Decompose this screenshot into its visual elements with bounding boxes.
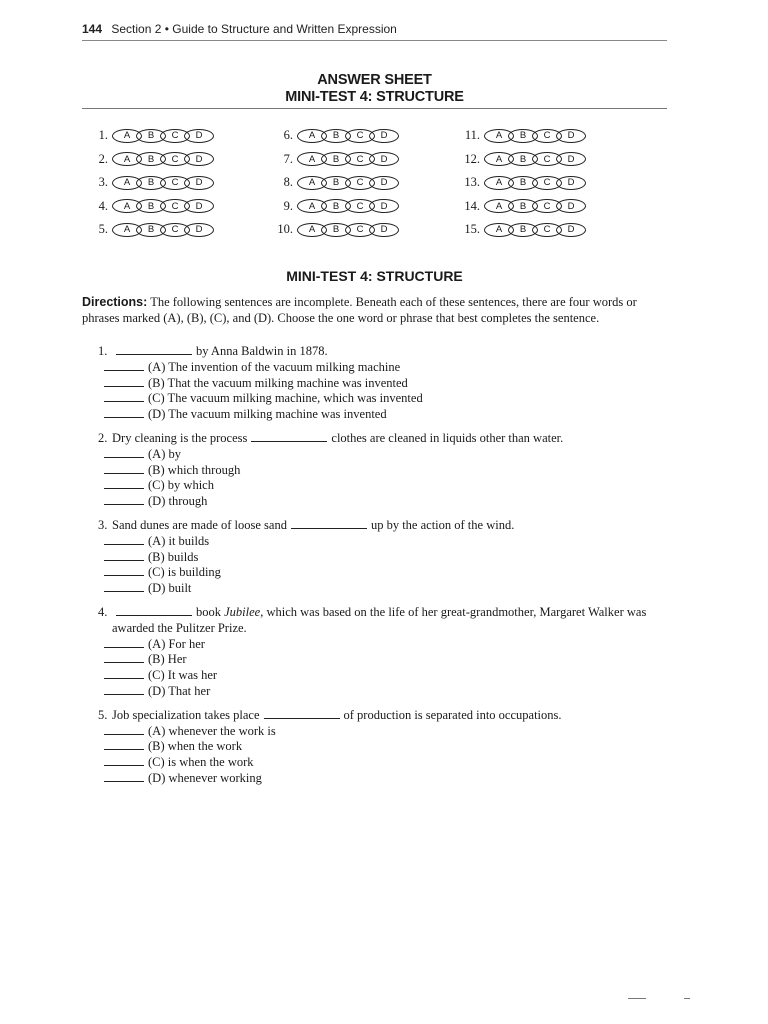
answer-bubble-a[interactable]: A — [112, 129, 142, 143]
option-text: (A) For her — [148, 636, 205, 651]
option-text: (A) whenever the work is — [148, 723, 276, 738]
option-blank — [104, 376, 144, 387]
option-blank — [104, 724, 144, 735]
answer-bubble-c[interactable]: C — [160, 129, 190, 143]
answer-bubble-c[interactable]: C — [160, 199, 190, 213]
option-blank — [104, 581, 144, 592]
answer-option[interactable] — [104, 684, 662, 700]
answer-number: 11. — [464, 128, 480, 143]
answer-number: 12. — [464, 151, 480, 166]
answer-number: 7. — [283, 151, 293, 166]
answer-option[interactable] — [104, 668, 662, 684]
answer-option[interactable] — [104, 755, 662, 771]
answer-sheet-title — [82, 72, 667, 106]
answer-bubble-c[interactable]: C — [532, 176, 562, 190]
answer-option[interactable] — [104, 771, 662, 787]
answer-option[interactable] — [104, 637, 662, 653]
question-text-before: Sand dunes are made of loose sand — [112, 517, 287, 532]
answer-bubble-c[interactable]: C — [345, 176, 375, 190]
answer-option[interactable] — [104, 534, 662, 550]
question-text-pre: book — [196, 604, 225, 619]
bubble-group — [112, 223, 208, 237]
answer-bubble-b[interactable]: B — [508, 129, 538, 143]
answer-row — [267, 218, 393, 242]
scan-mark — [684, 998, 690, 999]
option-blank — [104, 684, 144, 695]
answer-blank — [116, 605, 192, 616]
answer-bubble-c[interactable]: C — [532, 129, 562, 143]
answer-column-3 — [454, 124, 580, 242]
answer-bubble-a[interactable]: A — [484, 152, 514, 166]
answer-row — [82, 171, 208, 195]
answer-option[interactable] — [104, 581, 662, 597]
answer-sheet-title-line1: ANSWER SHEET — [317, 72, 432, 88]
question-text-after: of production is separated into occupations. — [343, 707, 562, 722]
answer-bubble-a[interactable]: A — [297, 223, 327, 237]
answer-row — [454, 124, 580, 148]
answer-bubble-c[interactable]: C — [160, 223, 190, 237]
running-title: Section 2 • Guide to Structure and Written Expression — [111, 22, 397, 36]
answer-bubble-b[interactable]: B — [321, 223, 351, 237]
answer-bubble-d[interactable]: D — [556, 129, 586, 143]
option-blank — [104, 652, 144, 663]
answer-bubble-c[interactable]: C — [160, 152, 190, 166]
answer-number: 10. — [277, 222, 293, 237]
answer-row — [267, 124, 393, 148]
answer-number: 6. — [283, 128, 293, 143]
answer-bubble-b[interactable]: B — [508, 199, 538, 213]
question-text-after: by Anna Baldwin in 1878. — [196, 344, 328, 358]
bubble-group — [484, 176, 580, 190]
bubble-group — [297, 223, 393, 237]
bubble-group — [112, 129, 208, 143]
answer-bubble-d[interactable]: D — [556, 152, 586, 166]
question-item — [82, 344, 662, 423]
option-text: (C) is building — [148, 565, 221, 580]
answer-bubble-a[interactable]: A — [484, 199, 514, 213]
bubble-group — [297, 129, 393, 143]
answer-option[interactable] — [104, 478, 662, 494]
answer-bubble-c[interactable]: C — [345, 152, 375, 166]
answer-row — [454, 171, 580, 195]
option-text: (C) by which — [148, 478, 214, 493]
answer-bubble-a[interactable]: A — [112, 176, 142, 190]
answer-blank — [251, 431, 327, 442]
question-stem — [88, 431, 662, 447]
option-text: (C) The vacuum milking machine, which was invented — [148, 391, 423, 406]
option-text: (D) That her — [148, 683, 211, 698]
answer-number: 9. — [283, 198, 293, 213]
answer-bubble-d[interactable]: D — [184, 129, 214, 143]
answer-bubble-a[interactable]: A — [484, 176, 514, 190]
header-rule — [82, 40, 667, 41]
answer-row — [267, 195, 393, 219]
answer-row — [82, 124, 208, 148]
answer-column-2 — [267, 124, 393, 242]
answer-bubble-d[interactable]: D — [184, 199, 214, 213]
directions-lead: Directions: — [82, 295, 148, 309]
option-blank — [104, 407, 144, 418]
question-text-before: Job specialization takes place — [112, 707, 260, 722]
answer-bubble-b[interactable]: B — [321, 176, 351, 190]
answer-bubble-b[interactable]: B — [508, 176, 538, 190]
answer-blank — [291, 518, 367, 529]
bubble-group — [297, 152, 393, 166]
answer-sheet-title-line2: MINI-TEST 4: STRUCTURE — [285, 89, 464, 105]
question-item — [82, 708, 662, 787]
answer-row — [454, 218, 580, 242]
answer-bubble-b[interactable]: B — [321, 199, 351, 213]
answer-bubble-d[interactable]: D — [184, 223, 214, 237]
answer-row — [454, 195, 580, 219]
answer-bubble-b[interactable]: B — [321, 152, 351, 166]
answer-bubble-d[interactable]: D — [369, 176, 399, 190]
option-text: (D) The vacuum milking machine was invented — [148, 407, 387, 422]
answer-bubble-d[interactable]: D — [369, 152, 399, 166]
directions — [82, 294, 662, 326]
running-header — [82, 22, 397, 36]
option-blank — [104, 478, 144, 489]
page-number: 144 — [82, 22, 103, 36]
answer-bubble-b[interactable]: B — [136, 176, 166, 190]
answer-blank — [116, 344, 192, 355]
option-text: (B) Her — [148, 652, 187, 667]
answer-option[interactable] — [104, 565, 662, 581]
answer-bubble-d[interactable]: D — [184, 152, 214, 166]
option-text: (B) which through — [148, 462, 241, 477]
option-text: (D) through — [148, 494, 208, 509]
answer-bubble-c[interactable]: C — [532, 223, 562, 237]
answer-number: 4. — [98, 198, 108, 213]
option-blank — [104, 360, 144, 371]
question-text-after: , which was based on the life of her great-grandmother, Margaret Walker was awarded the Pulitzer Prize. — [112, 604, 647, 635]
answer-option[interactable] — [104, 360, 662, 376]
answer-number: 14. — [464, 198, 480, 213]
answer-bubble-d[interactable]: D — [369, 129, 399, 143]
bubble-group — [484, 129, 580, 143]
answer-bubble-a[interactable]: A — [297, 129, 327, 143]
question-stem — [88, 708, 662, 724]
option-text: (B) when the work — [148, 739, 243, 754]
option-blank — [104, 494, 144, 505]
option-blank — [104, 565, 144, 576]
answer-option[interactable] — [104, 407, 662, 423]
bubble-group — [484, 223, 580, 237]
answer-bubble-c[interactable]: C — [532, 152, 562, 166]
option-text: (A) by — [148, 446, 181, 461]
question-text-before: Dry cleaning is the process — [112, 430, 248, 445]
question-item — [82, 605, 662, 700]
option-blank — [104, 447, 144, 458]
option-text: (A) it builds — [148, 533, 210, 548]
question-number: 3. — [98, 517, 108, 532]
answer-blank — [264, 708, 340, 719]
answer-option[interactable] — [104, 550, 662, 566]
answer-bubble-d[interactable]: D — [184, 176, 214, 190]
option-text: (C) is when the work — [148, 755, 254, 770]
answer-bubble-d[interactable]: D — [369, 223, 399, 237]
answer-sheet-rule — [82, 108, 667, 109]
bubble-group — [297, 176, 393, 190]
answer-option[interactable] — [104, 652, 662, 668]
answer-bubble-a[interactable]: A — [112, 152, 142, 166]
answer-bubble-b[interactable]: B — [321, 129, 351, 143]
bubble-group — [112, 152, 208, 166]
option-blank — [104, 637, 144, 648]
bubble-group — [484, 152, 580, 166]
answer-bubble-b[interactable]: B — [508, 152, 538, 166]
option-text: (D) built — [148, 581, 192, 596]
directions-text: The following sentences are incomplete. Beneath each of these sentences, there are four words or phrases marked (A), (B), (C), and (D). Choose the one word or phrase that best completes the sentence. — [82, 295, 637, 325]
bubble-group — [112, 176, 208, 190]
answer-bubble-d[interactable]: D — [369, 199, 399, 213]
option-text: (A) The invention of the vacuum milking machine — [148, 359, 401, 374]
scan-mark — [628, 998, 646, 999]
option-blank — [104, 550, 144, 561]
option-blank — [104, 739, 144, 750]
answer-row — [82, 218, 208, 242]
answer-number: 3. — [98, 175, 108, 190]
answer-bubble-c[interactable]: C — [160, 176, 190, 190]
bubble-group — [484, 199, 580, 213]
answer-option[interactable] — [104, 724, 662, 740]
answer-row — [454, 148, 580, 172]
answer-number: 2. — [98, 151, 108, 166]
question-number: 4. — [98, 604, 108, 619]
answer-bubble-b[interactable]: B — [136, 223, 166, 237]
bubble-group — [297, 199, 393, 213]
answer-bubble-a[interactable]: A — [297, 199, 327, 213]
question-stem — [88, 605, 662, 637]
answer-bubble-b[interactable]: B — [508, 223, 538, 237]
answer-bubble-b[interactable]: B — [136, 129, 166, 143]
option-blank — [104, 755, 144, 766]
option-blank — [104, 534, 144, 545]
answer-number: 5. — [98, 222, 108, 237]
question-item — [82, 431, 662, 510]
answer-bubble-b[interactable]: B — [136, 199, 166, 213]
question-text-after: clothes are cleaned in liquids other than water. — [331, 430, 564, 445]
question-text-after: up by the action of the wind. — [370, 517, 515, 532]
answer-bubble-c[interactable]: C — [345, 199, 375, 213]
answer-number: 1. — [98, 128, 108, 143]
option-blank — [104, 391, 144, 402]
answer-bubble-a[interactable]: A — [112, 199, 142, 213]
answer-bubble-a[interactable]: A — [484, 129, 514, 143]
book-title: Jubilee — [224, 604, 261, 619]
option-blank — [104, 463, 144, 474]
option-blank — [104, 668, 144, 679]
answer-row — [82, 195, 208, 219]
section-title: MINI-TEST 4: STRUCTURE — [286, 268, 463, 284]
answer-number: 15. — [464, 222, 480, 237]
option-text: (C) It was her — [148, 668, 218, 683]
answer-bubble-c[interactable]: C — [532, 199, 562, 213]
answer-option[interactable] — [104, 447, 662, 463]
answer-bubble-c[interactable]: C — [345, 223, 375, 237]
answer-bubble-a[interactable]: A — [297, 152, 327, 166]
answer-row — [267, 171, 393, 195]
answer-row — [82, 148, 208, 172]
answer-option[interactable] — [104, 376, 662, 392]
bubble-group — [112, 199, 208, 213]
answer-number: 13. — [464, 175, 480, 190]
option-text: (D) whenever working — [148, 770, 262, 785]
answer-option[interactable] — [104, 463, 662, 479]
answer-bubble-b[interactable]: B — [136, 152, 166, 166]
question-number: 1. — [98, 344, 108, 358]
answer-bubble-a[interactable]: A — [297, 176, 327, 190]
answer-bubble-c[interactable]: C — [345, 129, 375, 143]
answer-bubble-a[interactable]: A — [112, 223, 142, 237]
answer-row — [267, 148, 393, 172]
question-number: 5. — [98, 707, 108, 722]
question-number: 2. — [98, 430, 108, 445]
answer-bubble-d[interactable]: D — [556, 176, 586, 190]
answer-bubble-a[interactable]: A — [484, 223, 514, 237]
answer-bubble-d[interactable]: D — [556, 199, 586, 213]
answer-option[interactable] — [104, 739, 662, 755]
option-text: (B) builds — [148, 549, 199, 564]
question-stem — [88, 518, 662, 534]
answer-bubble-d[interactable]: D — [556, 223, 586, 237]
option-blank — [104, 771, 144, 782]
question-list — [82, 344, 662, 795]
answer-option[interactable] — [104, 391, 662, 407]
answer-number: 8. — [283, 175, 293, 190]
answer-option[interactable] — [104, 494, 662, 510]
option-text: (B) That the vacuum milking machine was invented — [148, 375, 408, 390]
question-item — [82, 518, 662, 597]
answer-column-1 — [82, 124, 208, 242]
question-stem — [88, 344, 662, 360]
